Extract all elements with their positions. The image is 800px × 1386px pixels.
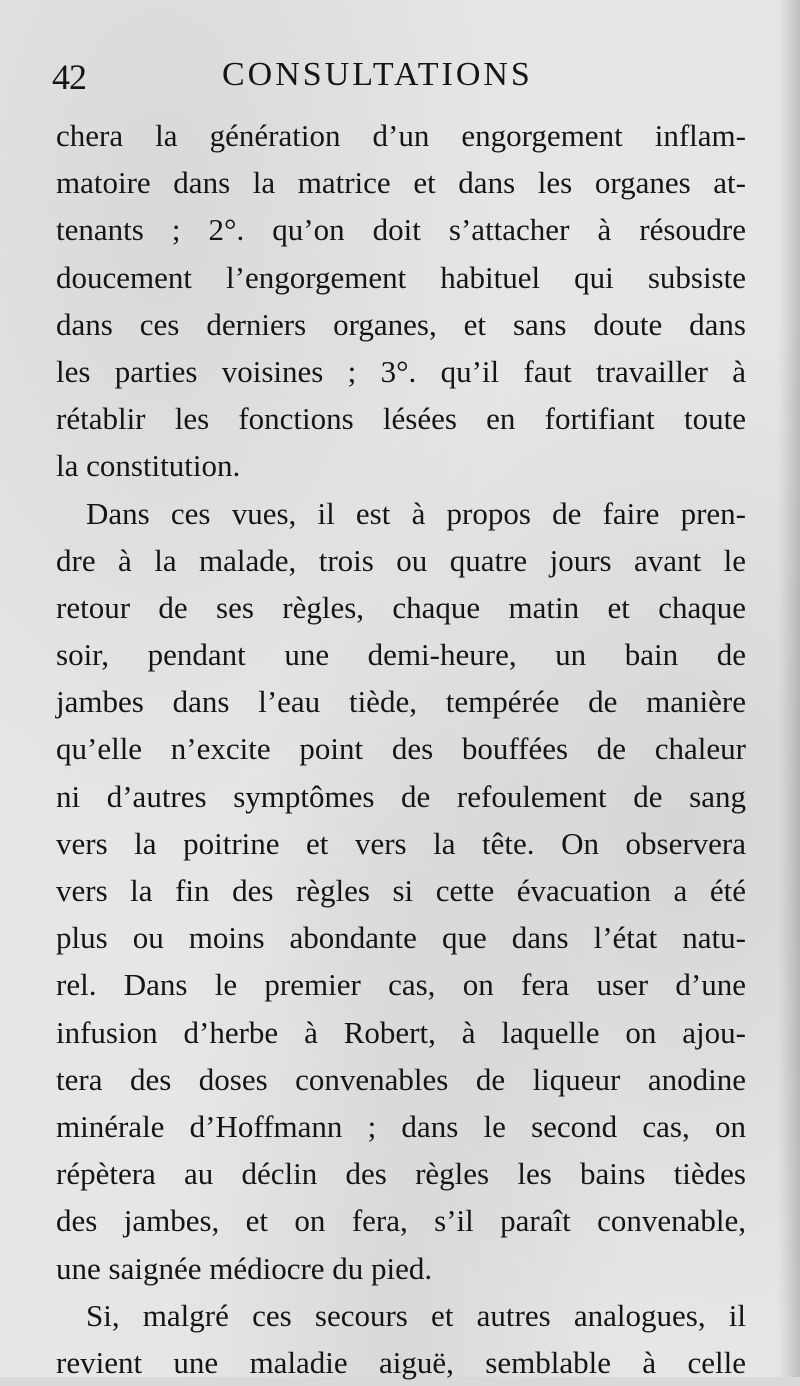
text-line: plus ou moins abondante que dans l’état natu- (56, 920, 746, 956)
text-line: des jambes, et on fera, s’il paraît convenable, (56, 1203, 746, 1239)
text-line: revient une maladie aiguë, semblable à celle (56, 1344, 746, 1380)
page-edge-shadow (778, 0, 800, 1377)
text-line: dans ces derniers organes, et sans doute dans (56, 306, 746, 342)
text-line: rétablir les fonctions lésées en fortifiant toute (56, 401, 746, 437)
paragraph-1 (56, 112, 746, 490)
text-line: vers la fin des règles si cette évacuation a été (56, 873, 746, 908)
text-line: infusion d’herbe à Robert, à laquelle on ajou- (56, 1014, 746, 1050)
text-line: tenants ; 2°. qu’on doit s’attacher à résoudre (56, 212, 746, 248)
text-line: matoire dans la matrice et dans les organes at- (56, 165, 746, 201)
page-number: 42 (52, 57, 86, 97)
text-line: rel. Dans le premier cas, on fera user d’une (56, 967, 746, 1003)
text-line: qu’elle n’excite point des bouffées de chaleur (56, 731, 746, 767)
text-line: soir, pendant une demi-heure, un bain de (56, 637, 746, 673)
text-line: répètera au déclin des règles les bains tièdes (56, 1156, 746, 1192)
text-line: tera des doses convenables de liqueur anodine (56, 1061, 746, 1097)
text-line: une saignée médiocre du pied. (56, 1250, 433, 1286)
body-text (56, 112, 746, 1386)
text-line: vers la poitrine et vers la tête. On observera (56, 825, 746, 861)
text-line: dre à la malade, trois ou quatre jours avant le (56, 542, 746, 578)
text-line: doucement l’engorgement habituel qui subsiste (56, 259, 746, 295)
text-line: Si, malgré ces secours et autres analogues, il (86, 1297, 746, 1333)
text-line: retour de ses règles, chaque matin et chaque (56, 589, 746, 625)
text-line: la constitution. (56, 448, 241, 484)
page-header (52, 52, 752, 102)
text-line: les parties voisines ; 3°. qu’il faut travailler à (56, 353, 746, 389)
paragraph-3 (56, 1292, 746, 1386)
text-line: ni d’autres symptômes de refoulement de sang (56, 778, 746, 814)
text-line: chera la génération d’un engorgement inflam- (56, 118, 746, 153)
text-line: Dans ces vues, il est à propos de faire pren- (86, 495, 746, 531)
paragraph-2 (56, 490, 746, 1292)
text-line: jambes dans l’eau tiède, tempérée de manière (56, 684, 746, 720)
text-line: minérale d’Hoffmann ; dans le second cas, on (56, 1108, 746, 1144)
running-title: CONSULTATIONS (222, 56, 533, 93)
